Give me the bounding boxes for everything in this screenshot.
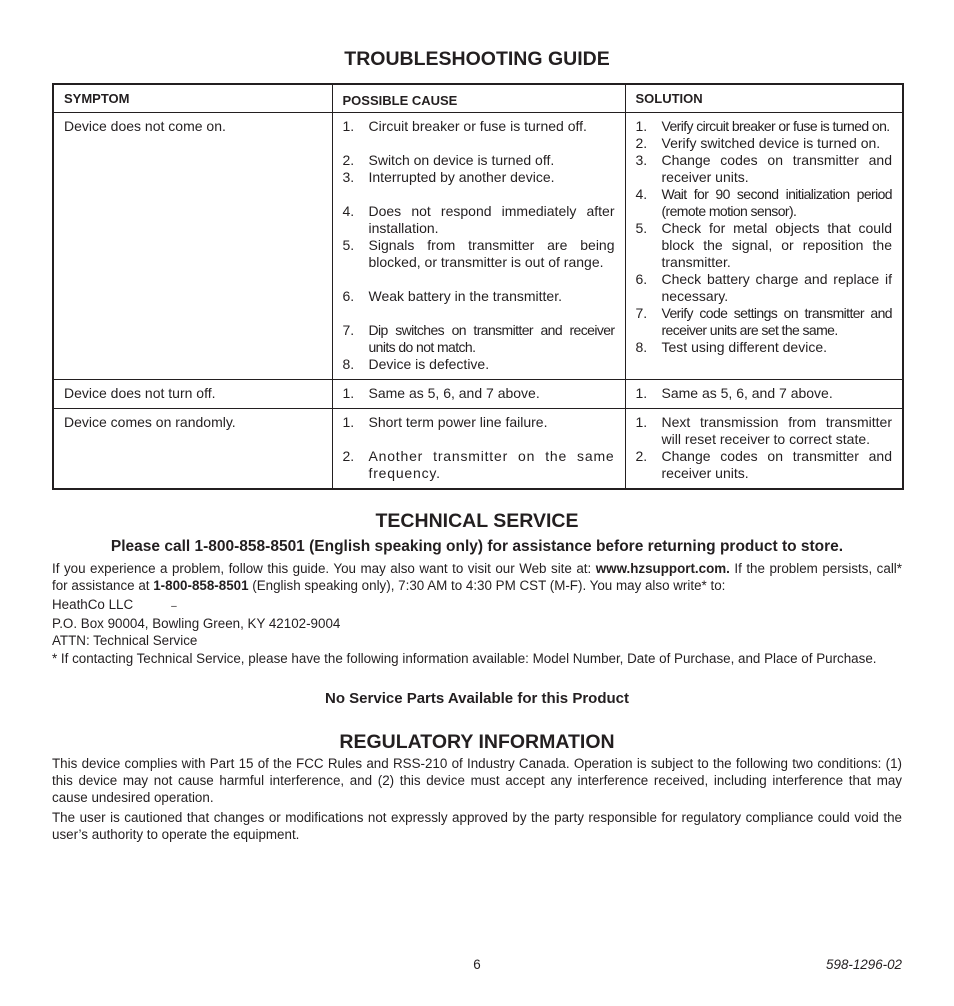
cause-cell xyxy=(332,112,625,379)
table-header-row xyxy=(53,84,903,112)
contact-note: * If contacting Technical Service, please have the following information available: Model Number, Date of Purchase, and Place of Purchase. xyxy=(52,651,877,666)
regulatory-paragraph-1: This device complies with Part 15 of the FCC Rules and RSS-210 of Industry Canada. Operation is subject to the following two conditions: (1) this device may not cause harmful interference, and (2) this device must accept any interference received, including interference that may cause undesired operation. xyxy=(52,756,902,805)
list-item: 4. Wait for 90 second initialization period (remote motion sensor). xyxy=(635,185,892,219)
list-item: 5. Signals from transmitter are being blocked, or transmitter is out of range. xyxy=(342,236,615,270)
list-item: 2. Switch on device is turned off. xyxy=(342,151,555,168)
list-item: 4. Does not respond immediately after installation. xyxy=(342,202,615,236)
symptom-cell: Device comes on randomly. xyxy=(53,408,332,489)
solution-cell xyxy=(625,112,903,379)
list-item: 1. Verify circuit breaker or fuse is turned on. xyxy=(635,117,890,134)
list-item: 8. Test using different device. xyxy=(635,338,828,355)
table-row xyxy=(53,408,903,489)
regulatory-title: REGULATORY INFORMATION xyxy=(339,731,615,753)
technical-service-title: TECHNICAL SERVICE xyxy=(375,510,579,532)
symptom-cell: Device does not turn off. xyxy=(53,379,332,408)
list-item: 3. Interrupted by another device. xyxy=(342,168,555,185)
list-item: 3. Change codes on transmitter and receiver units. xyxy=(635,151,892,185)
no-service-parts: No Service Parts Available for this Product xyxy=(325,690,629,707)
header-solution: SOLUTION xyxy=(625,84,903,112)
document-id: 598-1296-02 xyxy=(826,957,902,972)
list-item: 7. Dip switches on transmitter and receiver units do not match. xyxy=(342,321,615,355)
table-row xyxy=(53,112,903,379)
list-item: 1. Next transmission from transmitter will reset receiver to correct state. xyxy=(635,413,892,447)
list-item: 6. Check battery charge and replace if necessary. xyxy=(635,270,892,304)
list-item: 2. Verify switched device is turned on. xyxy=(635,134,881,151)
address-street: P.O. Box 90004, Bowling Green, KY 42102-9004 xyxy=(52,616,341,631)
list-item: 6. Weak battery in the transmitter. xyxy=(342,287,562,304)
call-line: Please call 1-800-858-8501 (English speaking only) for assistance before returning product to store. xyxy=(110,538,844,555)
list-item: 1. Same as 5, 6, and 7 above. xyxy=(342,384,540,401)
table-row xyxy=(53,379,903,408)
list-item: 1. Short term power line failure. xyxy=(342,413,548,430)
troubleshooting-table xyxy=(52,83,904,490)
mailing-address xyxy=(52,596,902,649)
list-item: 1. Same as 5, 6, and 7 above. xyxy=(635,384,833,401)
support-url-link[interactable]: www.hzsupport.com. xyxy=(595,561,730,576)
cause-cell xyxy=(332,379,625,408)
list-item: 8. Device is defective. xyxy=(342,355,490,372)
address-company: HeathCo LLC xyxy=(52,597,134,612)
header-possible-cause: POSSIBLE CAUSE xyxy=(332,84,625,112)
address-attn: ATTN: Technical Service xyxy=(52,633,198,648)
header-symptom: SYMPTOM xyxy=(53,84,332,112)
list-item: 5. Check for metal objects that could block the signal, or reposition the transmitter. xyxy=(635,219,892,270)
symptom-cell: Device does not come on. xyxy=(53,112,332,379)
service-paragraph: If you experience a problem, follow this guide. You may also want to visit our Web site at: www.hzsupport.com. If the problem persists, call* for assistance at 1-800-858-8501 (English speaking only), 7:30 AM to 4:30 PM CST (M-F). You may also write* to: xyxy=(52,561,902,593)
address-dash: – xyxy=(171,601,177,612)
list-item: 2. Change codes on transmitter and receiver units. xyxy=(635,447,892,481)
list-item: 1. Circuit breaker or fuse is turned off. xyxy=(342,117,587,134)
list-item: 7. Verify code settings on transmitter and receiver units are set the same. xyxy=(635,304,892,338)
solution-cell xyxy=(625,408,903,489)
page-number: 6 xyxy=(473,957,481,972)
support-phone: 1-800-858-8501 xyxy=(153,578,249,593)
solution-cell xyxy=(625,379,903,408)
regulatory-paragraph-2: The user is cautioned that changes or modifications not expressly approved by the party responsible for regulatory compliance could void the user’s authority to operate the equipment. xyxy=(52,810,902,842)
list-item: 2. Another transmitter on the same frequency. xyxy=(342,447,615,481)
cause-cell xyxy=(332,408,625,489)
troubleshooting-title: TROUBLESHOOTING GUIDE xyxy=(344,48,610,70)
